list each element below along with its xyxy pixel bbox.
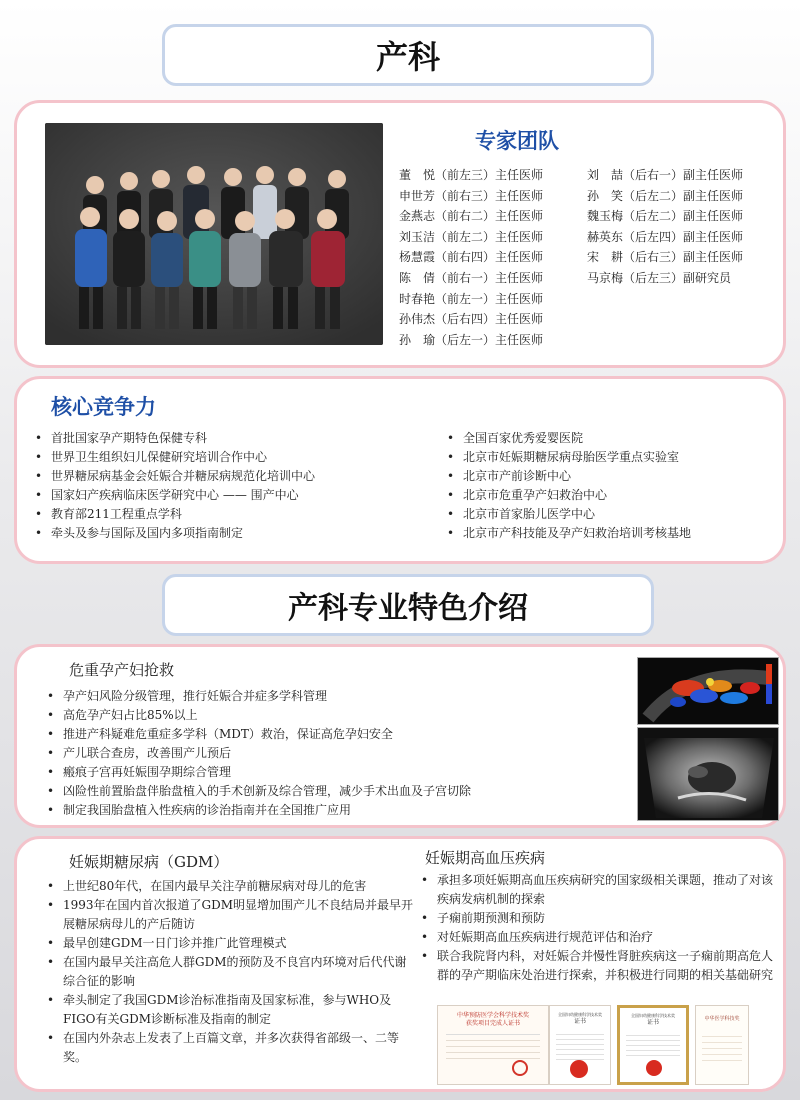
certificate-4-title: 中华医学科技奖 [704, 1016, 740, 1022]
section-title: 产科专业特色介绍 [288, 591, 528, 626]
staff-item: 陈 倩（前右一）主任医师 [399, 270, 544, 285]
ultrasound-graphic [638, 728, 779, 821]
gdm-list [47, 877, 417, 1067]
critical-care-panel [14, 644, 786, 828]
list-item: • 孕产妇风险分级管理，推行妊娠合并症多学科管理 [47, 687, 647, 706]
list-item: • 对妊娠期高血压疾病进行规范评估和治疗 [421, 928, 781, 947]
expert-team-panel [14, 100, 786, 368]
certificate-1-seal [512, 1060, 528, 1076]
staff-item: 申世芳（前右三）主任医师 [399, 188, 544, 203]
staff-item: 杨慧霞（前右四）主任医师 [399, 250, 544, 265]
page-title-box [162, 24, 654, 86]
staff-item: 赫英东（后左四）副主任医师 [587, 229, 744, 244]
hypertension-list [421, 871, 781, 985]
critical-care-heading: 危重孕产妇抢救 [69, 661, 175, 679]
staff-item: 刘玉洁（前左二）主任医师 [399, 229, 544, 244]
staff-list-right [587, 165, 743, 289]
staff-item: 宋 耕（后右三）副主任医师 [587, 250, 744, 265]
gdm-heading: 妊娠期糖尿病（GDM） [69, 853, 229, 871]
certificate-2-text-lines [556, 1030, 604, 1060]
list-item: • 子痫前期预测和预防 [421, 909, 781, 928]
list-item: • 联合我院肾内科，对妊娠合并慢性肾脏疾病这一子痫前期高危人群的孕产期临床处治进行探索，并积极进行同期的相关基础研究 [421, 947, 781, 985]
core-list-right [447, 429, 691, 543]
list-item: • 高危孕产妇占比85%以上 [47, 706, 647, 725]
certificate-3-title: 全国妇幼健康科学技术奖 [631, 1013, 675, 1018]
list-item: • 最早创建GDM一日门诊并推广此管理模式 [47, 934, 417, 953]
list-item: • 在国内外杂志上发表了上百篇文章，并多次获得省部级一、二等奖。 [47, 1029, 417, 1067]
list-item: • 首批国家孕产期特色保健专科 [35, 429, 315, 448]
list-item: • 1993年在国内首次报道了GDM明显增加围产儿不良结局并最早开展糖尿病母儿的产后随访 [47, 896, 417, 934]
certificate-1-text-lines [446, 1034, 540, 1064]
list-item: • 产儿联合查房，改善围产儿预后 [47, 744, 647, 763]
staff-item: 孙 瑜（后左一）主任医师 [399, 332, 544, 347]
core-competitiveness-panel [14, 376, 786, 564]
list-item: • 北京市产科技能及孕产妇救治培训考核基地 [447, 524, 691, 543]
list-item: • 全国百家优秀爱婴医院 [447, 429, 691, 448]
list-item: • 国家妇产疾病临床医学研究中心 —— 围产中心 [35, 486, 315, 505]
certificate-1-subtitle: 获奖项目完成人证书 [465, 1020, 520, 1027]
certificate-4 [695, 1005, 749, 1085]
list-item: • 牵头制定了我国GDM诊治标准指南及国家标准，参与WHO及FIGO有关GDM诊断标准及指南的制定 [47, 991, 417, 1029]
list-item: • 北京市产前诊断中心 [447, 467, 691, 486]
list-item: • 教育部211工程重点学科 [35, 505, 315, 524]
doppler-ultrasound-image [637, 657, 779, 725]
core-list-left [35, 429, 315, 543]
list-item: • 世界糖尿病基金会妊娠合并糖尿病规范化培训中心 [35, 467, 315, 486]
certificate-3-text-lines [626, 1031, 680, 1059]
list-item: • 牵头及参与国际及国内多项指南制定 [35, 524, 315, 543]
list-item: • 制定我国胎盘植入性疾病的诊治指南并在全国推广应用 [47, 801, 647, 820]
list-item: • 在国内最早关注高危人群GDM的预防及不良宫内环境对后代代谢综合征的影响 [47, 953, 417, 991]
expert-team-heading: 专家团队 [475, 129, 559, 153]
list-item: • 世界卫生组织妇儿保健研究培训合作中心 [35, 448, 315, 467]
certificate-1-title: 中华预防医学会科学技术奖 [456, 1012, 529, 1019]
list-item: • 北京市首家胎儿医学中心 [447, 505, 691, 524]
hypertension-heading: 妊娠期高血压疾病 [425, 849, 546, 867]
staff-list-left [399, 165, 543, 350]
section-title-box [162, 574, 654, 636]
certificate-3-subtitle: 证书 [646, 1019, 659, 1026]
ultrasound-image [637, 727, 779, 821]
staff-item: 时春艳（前左一）主任医师 [399, 291, 544, 306]
core-competitiveness-heading: 核心竞争力 [51, 395, 156, 419]
critical-care-list [47, 687, 647, 820]
gdm-hypertension-panel [14, 836, 786, 1092]
doppler-ultrasound-graphic [638, 658, 779, 725]
staff-item: 刘 喆（后右一）副主任医师 [587, 168, 744, 182]
certificate-2-title: 全国妇幼健康科学技术奖 [558, 1012, 602, 1017]
certificate-4-text-lines [702, 1031, 742, 1061]
staff-item: 马京梅（后左三）副研究员 [587, 270, 732, 285]
team-photo-image [45, 123, 383, 345]
certificate-2-subtitle: 证书 [573, 1018, 586, 1025]
certificate-3-seal [646, 1060, 662, 1076]
list-item: • 推进产科疑难危重症多学科（MDT）救治，保证高危孕妇安全 [47, 725, 647, 744]
staff-item: 魏玉梅（后左二）副主任医师 [587, 209, 744, 224]
list-item: • 瘢痕子宫再妊娠围孕期综合管理 [47, 763, 647, 782]
list-item: • 上世纪80年代，在国内最早关注孕前糖尿病对母儿的危害 [47, 877, 417, 896]
staff-item: 孙 笑（后左二）副主任医师 [587, 188, 744, 203]
staff-item: 金燕志（前右二）主任医师 [399, 209, 544, 224]
staff-item: 董 悦（前左三）主任医师 [399, 168, 544, 182]
list-item: • 北京市危重孕产妇救治中心 [447, 486, 691, 505]
certificate-3 [617, 1005, 689, 1085]
certificate-2 [549, 1005, 611, 1085]
list-item: • 北京市妊娠期糖尿病母胎医学重点实验室 [447, 448, 691, 467]
list-item: • 承担多项妊娠期高血压疾病研究的国家级相关课题，推动了对该疾病发病机制的探索 [421, 871, 781, 909]
team-photo [45, 123, 383, 345]
certificate-1 [437, 1005, 549, 1085]
staff-item: 孙伟杰（后右四）主任医师 [399, 312, 544, 327]
list-item: • 凶险性前置胎盘伴胎盘植入的手术创新及综合管理，减少手术出血及子宫切除 [47, 782, 647, 801]
page-title: 产科 [375, 38, 440, 76]
certificate-2-seal [570, 1060, 588, 1078]
